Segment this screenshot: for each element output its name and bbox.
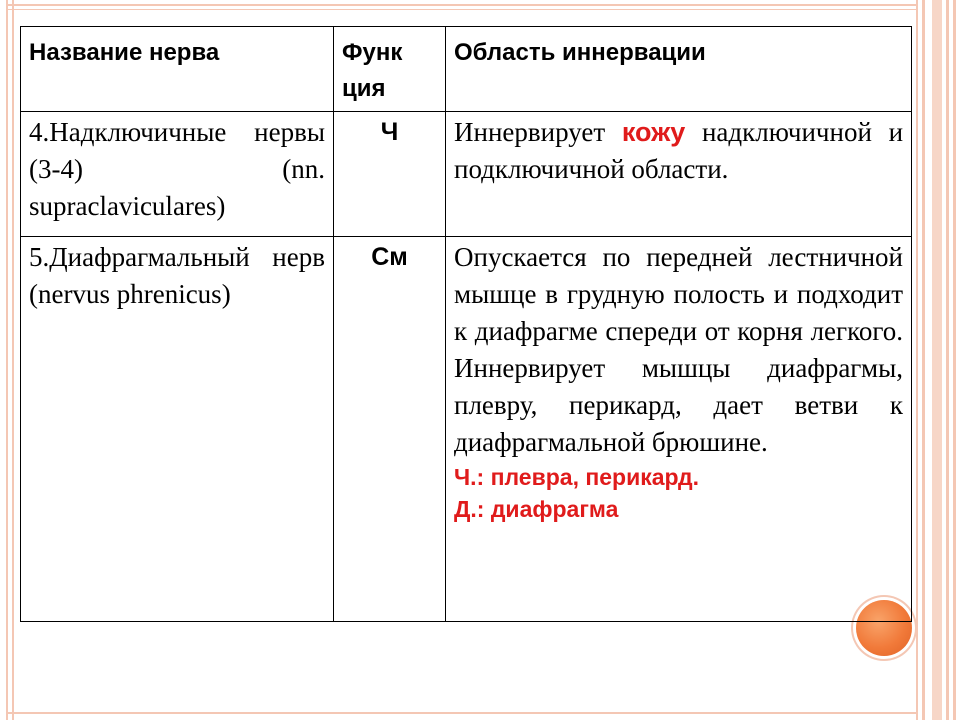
frame-line-right [946,0,949,720]
header-innervation-area: Область иннервации [446,27,912,112]
nerve-name-cell: 4.Надключичные нервы (3-4) (nn. supraclaviculares) [21,112,334,237]
frame-line-right [922,0,925,720]
function-cell: Ч [334,112,446,237]
table-row [21,237,912,622]
frame-line-left-outer [6,0,8,720]
frame-band-right [932,0,942,720]
area-text: Иннервирует [454,117,606,147]
innervation-area-cell [446,112,912,237]
frame-line-right [953,0,956,720]
table-row [21,112,912,237]
innervation-area-cell [446,237,912,622]
frame-line-top [6,9,918,10]
frame-line-top [6,4,918,6]
frame-line-right [916,0,918,720]
header-nerve-name: Название нерва [21,27,334,112]
header-function: Функ ция [334,27,446,112]
note-motor: Д.: диафрагма [454,496,619,522]
function-cell: См [334,237,446,622]
area-highlight: кожу [621,117,686,147]
nerve-name-cell: 5.Диафрагмальный нерв (nervus phrenicus) [21,237,334,622]
table-header-row [21,27,912,112]
frame-line-left-inner [12,0,14,720]
note-sensory: Ч.: плевра, перикард. [454,464,699,490]
area-text: Опускается по передней лестничной мышце в грудную полость и подходит к диафрагме спереди от корня легкого. Иннервирует мышцы диафрагмы, плевру, перикард, дает ветви к диафрагмальной брюшине. [454,242,903,457]
frame-line-bottom [6,712,918,714]
area-text: надключичной и подключичной области. [454,117,904,184]
nerves-table [20,26,912,622]
